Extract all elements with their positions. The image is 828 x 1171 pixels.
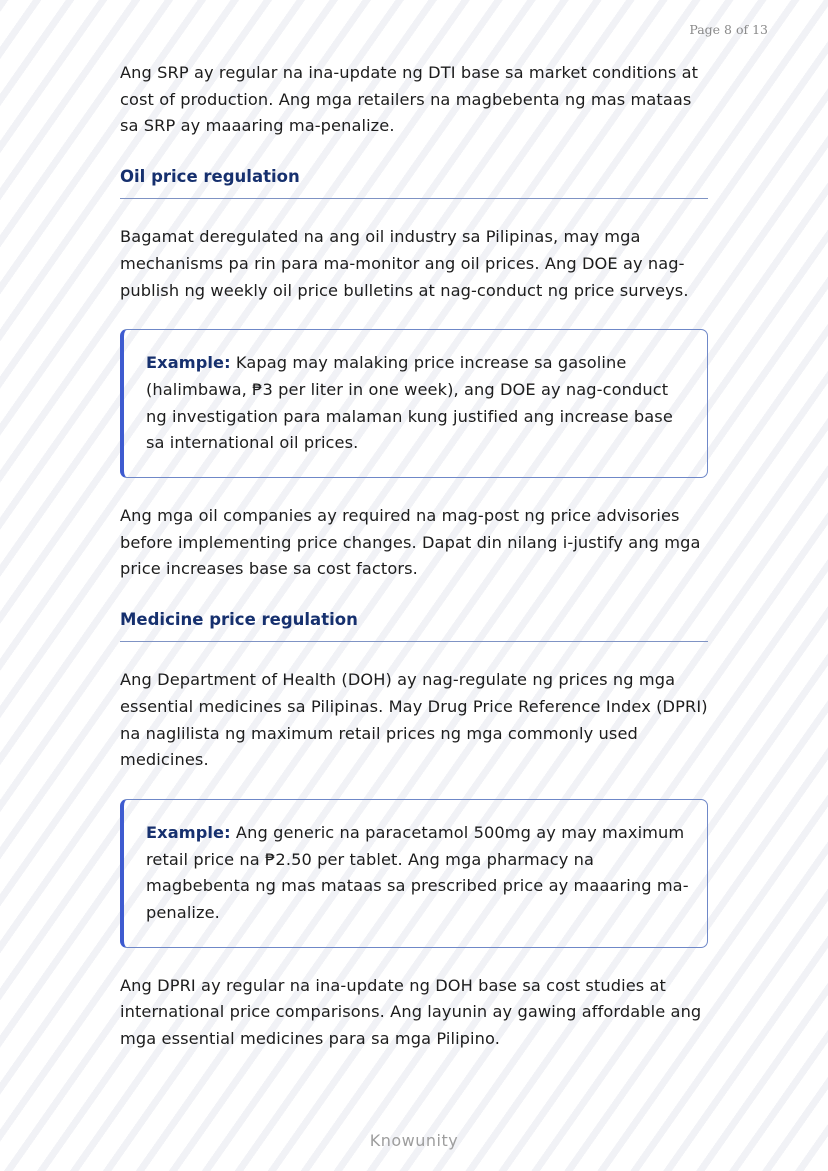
medicine-paragraph-1: Ang Department of Health (DOH) ay nag-regulate ng prices ng mga essential medicines sa Pilipinas. May Drug Price Reference Index (DPRI) na naglilista ng maximum retail prices ng mga commonly used medicines. <box>120 670 708 770</box>
medicine-example-label: Example: <box>146 822 231 842</box>
medicine-price-section <box>120 608 708 1053</box>
medicine-paragraph-2: Ang DPRI ay regular na ina-update ng DOH base sa cost studies at international price comparisons. Ang layunin ay gawing affordable ang mga essential medicines para sa mga Pilipino. <box>120 975 702 1049</box>
medicine-example-text <box>146 820 689 927</box>
document-body <box>120 60 708 1053</box>
oil-paragraph-2: Ang mga oil companies ay required na mag-post ng price advisories before implementing price changes. Dapat din nilang i-justify ang mga price increases base sa cost factors. <box>120 506 701 579</box>
page-number: Page 8 of 13 <box>689 22 768 37</box>
oil-example-body: Kapag may malaking price increase sa gasoline (halimbawa, ₱3 per liter in one week), ang DOE ay nag-conduct ng investigation para malaman kung justified ang increase base sa international oil prices. <box>146 353 673 453</box>
medicine-example-body: Ang generic na paracetamol 500mg ay may maximum retail price na ₱2.50 per tablet. Ang mga pharmacy na magbebenta ng mas mataas sa prescribed price ay maaaring ma-penalize. <box>146 822 689 923</box>
oil-example-box <box>120 329 708 478</box>
oil-price-section <box>120 165 708 583</box>
medicine-example-box <box>120 799 708 948</box>
oil-example-text <box>146 350 689 457</box>
oil-example-label: Example: <box>146 353 231 373</box>
oil-paragraph-1: Bagamat deregulated na ang oil industry sa Pilipinas, may mga mechanisms pa rin para ma-monitor ang oil prices. Ang DOE ay nag-publish ng weekly oil price bulletins at nag-conduct ng price surveys. <box>120 227 689 300</box>
footer-brand: Knowunity <box>369 1131 459 1150</box>
medicine-section-heading: Medicine price regulation <box>120 608 708 642</box>
oil-section-heading: Oil price regulation <box>120 165 708 199</box>
intro-paragraph: Ang SRP ay regular na ina-update ng DTI base sa market conditions at cost of production. Ang mga retailers na magbebenta ng mas mataas sa SRP ay maaaring ma-penalize. <box>120 63 699 136</box>
